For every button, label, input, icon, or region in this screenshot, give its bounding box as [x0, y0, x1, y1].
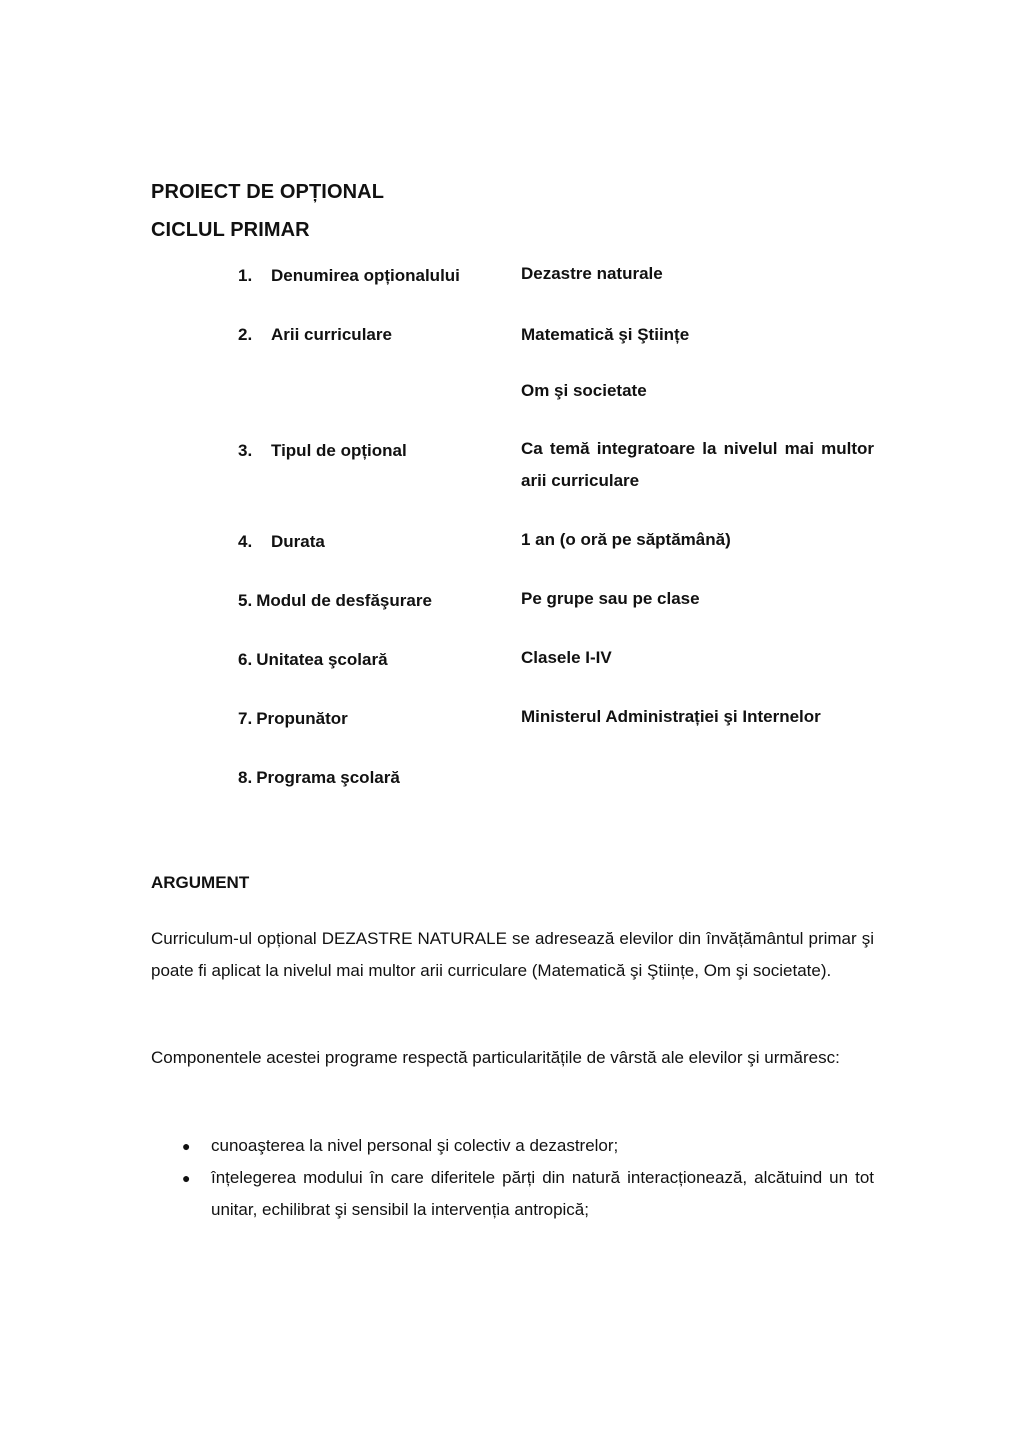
- detail-label: [238, 768, 400, 788]
- detail-label: [238, 709, 348, 729]
- detail-value: Clasele I-IV: [521, 648, 612, 667]
- detail-value-line: Matematică şi Ştiințe: [521, 325, 690, 344]
- bullet-icon: ●: [182, 1138, 191, 1154]
- detail-value-line: Om şi societate: [521, 381, 647, 400]
- document-subtitle: CICLUL PRIMAR: [151, 219, 310, 241]
- detail-value: [521, 258, 874, 290]
- list-item-text: cunoaşterea la nivel personal şi colectiv a dezastrelor;: [211, 1136, 619, 1155]
- argument-paragraph-2: Componentele acestei programe respectă particularitățile de vârstă ale elevilor şi urmăresc:: [151, 1048, 840, 1067]
- detail-number: 1.: [238, 266, 253, 285]
- detail-label-text: Propunător: [256, 709, 348, 728]
- detail-number: 2.: [238, 325, 253, 344]
- detail-label-text: Denumirea opționalului: [271, 266, 460, 285]
- detail-number: 7.: [238, 709, 253, 728]
- detail-number: 4.: [238, 532, 253, 551]
- list-item: [151, 1162, 874, 1226]
- detail-label-text: Tipul de opțional: [271, 441, 407, 460]
- detail-value: Ca temă integratoare la nivelul mai multor arii curriculare: [521, 439, 874, 490]
- argument-paragraph-1: Curriculum-ul opțional DEZASTRE NATURALE se adresează elevilor din învățământul primar şi poate fi aplicat la nivelul mai multor arii curriculare (Matematică şi Ştiințe, Om şi societate).: [151, 929, 874, 980]
- detail-label: [238, 441, 407, 461]
- detail-value: Ministerul Administrației şi Internelor: [521, 707, 821, 726]
- detail-label: [238, 591, 432, 611]
- detail-number: 5.: [238, 591, 253, 610]
- detail-value: [521, 319, 874, 407]
- detail-label: [238, 325, 392, 345]
- detail-label: [238, 266, 460, 286]
- detail-value: Pe grupe sau pe clase: [521, 589, 700, 608]
- detail-label-text: Programa şcolară: [256, 768, 400, 787]
- detail-number: 3.: [238, 441, 253, 460]
- bullet-icon: ●: [182, 1170, 191, 1186]
- detail-label-text: Durata: [271, 532, 325, 551]
- list-item: [151, 1130, 874, 1162]
- detail-label-text: Unitatea şcolară: [256, 650, 388, 669]
- detail-label-text: Modul de desfăşurare: [256, 591, 432, 610]
- detail-number: 6.: [238, 650, 253, 669]
- detail-label: [238, 532, 325, 552]
- detail-label: [238, 650, 388, 670]
- section-title-argument: ARGUMENT: [151, 873, 250, 892]
- list-item-text: înțelegerea modului în care diferitele părți din natură interacționează, alcătuind un tot unitar, echilibrat şi sensibil la intervenția antropică;: [211, 1168, 874, 1219]
- detail-number: 8.: [238, 768, 253, 787]
- detail-value: 1 an (o oră pe săptămână): [521, 530, 731, 549]
- detail-label-text: Arii curriculare: [271, 325, 392, 344]
- objectives-list: [151, 1130, 874, 1226]
- document-title: PROIECT DE OPȚIONAL: [151, 181, 385, 203]
- detail-value-line: Dezastre naturale: [521, 264, 663, 283]
